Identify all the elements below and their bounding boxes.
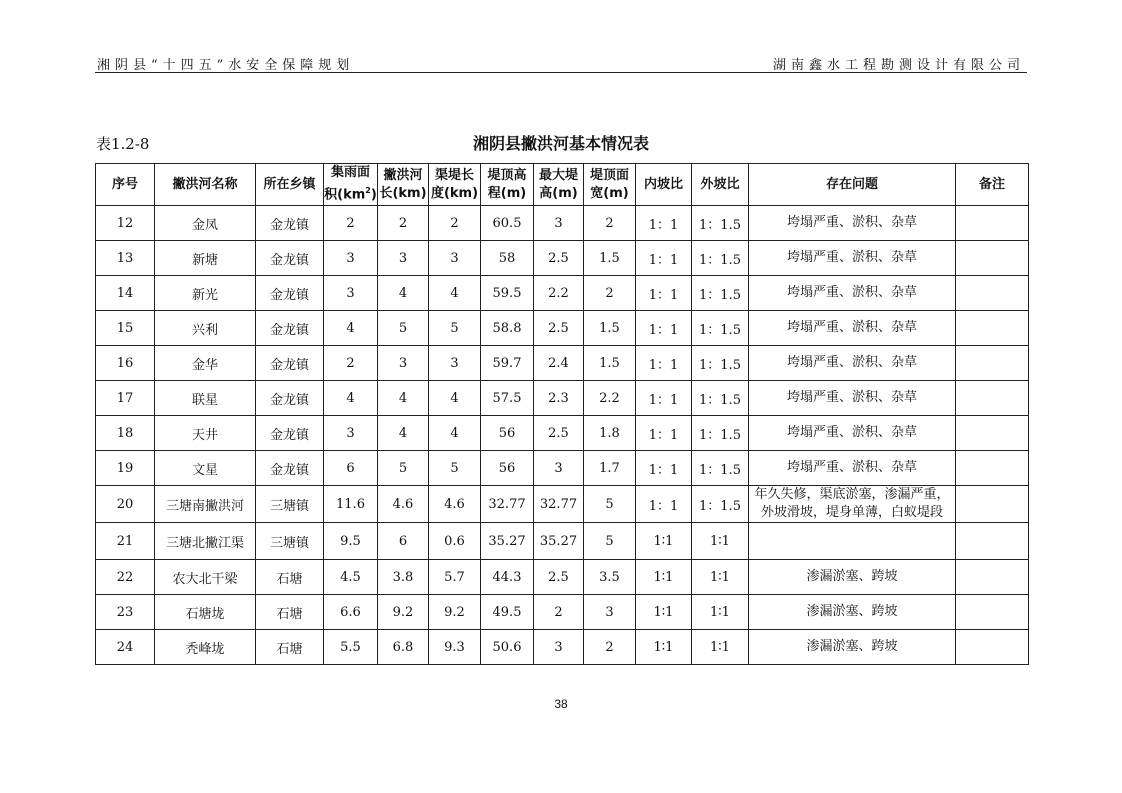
cell-length: 3.8 — [378, 560, 429, 595]
cell-town: 金龙镇 — [256, 451, 324, 486]
cell-crest-elevation: 60.5 — [481, 206, 534, 241]
col-header-issues: 存在问题 — [749, 164, 956, 206]
col-header-crest-elevation: 堤顶高 程(m) — [481, 164, 534, 206]
page-number: 38 — [554, 697, 568, 711]
cell-crest-width: 3.5 — [584, 560, 636, 595]
cell-no: 15 — [96, 311, 155, 346]
cell-length: 5 — [378, 311, 429, 346]
cell-name: 天井 — [155, 416, 256, 451]
col-header-no: 序号 — [96, 164, 155, 206]
cell-town: 金龙镇 — [256, 311, 324, 346]
cell-town: 金龙镇 — [256, 276, 324, 311]
cell-crest-elevation: 35.27 — [481, 523, 534, 560]
cell-town: 石塘 — [256, 630, 324, 665]
table-row — [96, 486, 1029, 523]
cell-max-height: 3 — [534, 451, 584, 486]
cell-issues: 渗漏淤塞、跨坡 — [749, 560, 956, 595]
cell-area: 6.6 — [324, 595, 378, 630]
cell-area: 4.5 — [324, 560, 378, 595]
cell-length: 4 — [378, 416, 429, 451]
cell-issues: 垮塌严重、淤积、杂草 — [749, 241, 956, 276]
cell-notes — [956, 206, 1029, 241]
cell-length: 4.6 — [378, 486, 429, 523]
cell-crest-width: 3 — [584, 595, 636, 630]
cell-inner-slope: 1：1 — [636, 241, 692, 276]
cell-issues: 渗漏淤塞、跨坡 — [749, 630, 956, 665]
cell-no: 18 — [96, 416, 155, 451]
cell-area: 6 — [324, 451, 378, 486]
cell-inner-slope: 1：1 — [636, 206, 692, 241]
cell-crest-elevation: 49.5 — [481, 595, 534, 630]
cell-notes — [956, 560, 1029, 595]
cell-name: 联星 — [155, 381, 256, 416]
table-row — [96, 595, 1029, 630]
cell-length: 3 — [378, 346, 429, 381]
cell-area: 9.5 — [324, 523, 378, 560]
cell-town: 三塘镇 — [256, 523, 324, 560]
cell-max-height: 3 — [534, 630, 584, 665]
cell-inner-slope: 1：1 — [636, 346, 692, 381]
cell-crest-elevation: 59.7 — [481, 346, 534, 381]
cell-crest-elevation: 56 — [481, 416, 534, 451]
table-title: 湘阴县撇洪河基本情况表 — [472, 134, 649, 153]
cell-inner-slope: 1：1 — [636, 381, 692, 416]
table-row — [96, 311, 1029, 346]
col-header-name: 撇洪河名称 — [155, 164, 256, 206]
cell-area: 3 — [324, 241, 378, 276]
cell-max-height: 2.2 — [534, 276, 584, 311]
cell-name: 三塘南撇洪河 — [155, 486, 256, 523]
cell-no: 22 — [96, 560, 155, 595]
cell-no: 23 — [96, 595, 155, 630]
cell-dike-length: 0.6 — [429, 523, 481, 560]
cell-issues: 渗漏淤塞、跨坡 — [749, 595, 956, 630]
cell-outer-slope: 1：1.5 — [692, 206, 749, 241]
cell-length: 3 — [378, 241, 429, 276]
cell-name: 新光 — [155, 276, 256, 311]
table-row — [96, 416, 1029, 451]
document-header-title: 湘阴县“十四五”水安全保障规划 — [97, 58, 355, 73]
table-row — [96, 560, 1029, 595]
cell-area: 3 — [324, 276, 378, 311]
cell-max-height: 32.77 — [534, 486, 584, 523]
cell-crest-elevation: 50.6 — [481, 630, 534, 665]
cell-area: 5.5 — [324, 630, 378, 665]
cell-town: 金龙镇 — [256, 241, 324, 276]
cell-name: 兴利 — [155, 311, 256, 346]
col-header-dike-length: 渠堤长 度(km) — [429, 164, 481, 206]
cell-crest-elevation: 44.3 — [481, 560, 534, 595]
cell-inner-slope: 1∶1 — [636, 630, 692, 665]
cell-no: 20 — [96, 486, 155, 523]
cell-crest-width: 2 — [584, 630, 636, 665]
cell-max-height: 2.4 — [534, 346, 584, 381]
cell-area: 2 — [324, 346, 378, 381]
cell-name: 三塘北撇江渠 — [155, 523, 256, 560]
cell-crest-elevation: 59.5 — [481, 276, 534, 311]
cell-outer-slope: 1∶1 — [692, 595, 749, 630]
cell-max-height: 2.5 — [534, 311, 584, 346]
cell-no: 13 — [96, 241, 155, 276]
document-header-company: 湖南鑫水工程勘测设计有限公司 — [772, 58, 1025, 73]
table-row — [96, 241, 1029, 276]
cell-name: 石塘垅 — [155, 595, 256, 630]
cell-no: 24 — [96, 630, 155, 665]
cell-length: 9.2 — [378, 595, 429, 630]
cell-dike-length: 3 — [429, 241, 481, 276]
cell-notes — [956, 595, 1029, 630]
col-header-catchment-area: 集雨面 积$(km^2)$ — [324, 164, 378, 206]
cell-issues — [749, 523, 956, 560]
cell-length: 6.8 — [378, 630, 429, 665]
cell-crest-width: 2.2 — [584, 381, 636, 416]
cell-dike-length: 5.7 — [429, 560, 481, 595]
cell-inner-slope: 1：1 — [636, 276, 692, 311]
cell-no: 21 — [96, 523, 155, 560]
cell-outer-slope: 1：1.5 — [692, 276, 749, 311]
cell-max-height: 2.5 — [534, 560, 584, 595]
cell-max-height: 3 — [534, 206, 584, 241]
cell-issues: 垮塌严重、淤积、杂草 — [749, 311, 956, 346]
table-row — [96, 523, 1029, 560]
cell-outer-slope: 1∶1 — [692, 630, 749, 665]
cell-notes — [956, 486, 1029, 523]
cell-dike-length: 9.3 — [429, 630, 481, 665]
cell-dike-length: 4 — [429, 381, 481, 416]
cell-no: 19 — [96, 451, 155, 486]
cell-crest-width: 1.5 — [584, 241, 636, 276]
cell-notes — [956, 241, 1029, 276]
cell-inner-slope: 1∶1 — [636, 560, 692, 595]
cell-area: 2 — [324, 206, 378, 241]
col-header-river-length: 撇洪河 长(km) — [378, 164, 429, 206]
cell-inner-slope: 1∶1 — [636, 523, 692, 560]
cell-no: 17 — [96, 381, 155, 416]
cell-issues: 垮塌严重、淤积、杂草 — [749, 381, 956, 416]
cell-issues: 垮塌严重、淤积、杂草 — [749, 206, 956, 241]
cell-length: 5 — [378, 451, 429, 486]
cell-crest-width: 1.8 — [584, 416, 636, 451]
col-header-outer-slope: 外坡比 — [692, 164, 749, 206]
cell-outer-slope: 1：1.5 — [692, 241, 749, 276]
cell-issues: 垮塌严重、淤积、杂草 — [749, 451, 956, 486]
cell-notes — [956, 346, 1029, 381]
cell-inner-slope: 1：1 — [636, 311, 692, 346]
table-row — [96, 630, 1029, 665]
cell-notes — [956, 311, 1029, 346]
cell-crest-elevation: 58.8 — [481, 311, 534, 346]
cell-town: 三塘镇 — [256, 486, 324, 523]
cell-issues: 垮塌严重、淤积、杂草 — [749, 346, 956, 381]
cell-town: 金龙镇 — [256, 346, 324, 381]
cell-name: 金华 — [155, 346, 256, 381]
cell-town: 金龙镇 — [256, 381, 324, 416]
cell-notes — [956, 630, 1029, 665]
cell-area: 4 — [324, 381, 378, 416]
cell-town: 金龙镇 — [256, 416, 324, 451]
cell-outer-slope: 1∶1 — [692, 523, 749, 560]
cell-max-height: 35.27 — [534, 523, 584, 560]
cell-issues: 年久失修，渠底淤塞，渗漏严重，外坡滑坡，堤身单薄，白蚁堤段 — [749, 486, 956, 523]
cell-town: 金龙镇 — [256, 206, 324, 241]
table-row — [96, 381, 1029, 416]
cell-length: 4 — [378, 381, 429, 416]
cell-notes — [956, 523, 1029, 560]
cell-outer-slope: 1：1.5 — [692, 486, 749, 523]
table-row — [96, 346, 1029, 381]
table-row — [96, 451, 1029, 486]
cell-outer-slope: 1∶1 — [692, 560, 749, 595]
cell-max-height: 2.3 — [534, 381, 584, 416]
cell-issues: 垮塌严重、淤积、杂草 — [749, 276, 956, 311]
col-header-inner-slope: 内坡比 — [636, 164, 692, 206]
cell-dike-length: 4 — [429, 276, 481, 311]
cell-name: 农大北干梁 — [155, 560, 256, 595]
cell-crest-elevation: 57.5 — [481, 381, 534, 416]
col-header-notes: 备注 — [956, 164, 1029, 206]
cell-town: 石塘 — [256, 595, 324, 630]
cell-length: 4 — [378, 276, 429, 311]
cell-outer-slope: 1：1.5 — [692, 381, 749, 416]
cell-crest-width: 1.5 — [584, 346, 636, 381]
cell-dike-length: 4.6 — [429, 486, 481, 523]
cell-length: 2 — [378, 206, 429, 241]
cell-notes — [956, 381, 1029, 416]
cell-inner-slope: 1∶1 — [636, 595, 692, 630]
cell-max-height: 2.5 — [534, 241, 584, 276]
cell-crest-width: 2 — [584, 206, 636, 241]
cell-outer-slope: 1：1.5 — [692, 346, 749, 381]
cell-max-height: 2 — [534, 595, 584, 630]
cell-inner-slope: 1：1 — [636, 416, 692, 451]
col-header-crest-width: 堤顶面 宽(m) — [584, 164, 636, 206]
cell-crest-width: 5 — [584, 486, 636, 523]
cell-name: 秃峰垅 — [155, 630, 256, 665]
cell-inner-slope: 1：1 — [636, 486, 692, 523]
cell-crest-width: 2 — [584, 276, 636, 311]
cell-crest-width: 1.5 — [584, 311, 636, 346]
cell-outer-slope: 1：1.5 — [692, 416, 749, 451]
cell-length: 6 — [378, 523, 429, 560]
cell-name: 金凤 — [155, 206, 256, 241]
cell-no: 12 — [96, 206, 155, 241]
cell-crest-elevation: 56 — [481, 451, 534, 486]
cell-crest-width: 1.7 — [584, 451, 636, 486]
cell-name: 新塘 — [155, 241, 256, 276]
cell-dike-length: 2 — [429, 206, 481, 241]
cell-no: 16 — [96, 346, 155, 381]
cell-dike-length: 4 — [429, 416, 481, 451]
table-row — [96, 206, 1029, 241]
cell-outer-slope: 1：1.5 — [692, 451, 749, 486]
cell-no: 14 — [96, 276, 155, 311]
cell-max-height: 2.5 — [534, 416, 584, 451]
drainage-river-table — [95, 163, 1029, 665]
cell-dike-length: 3 — [429, 346, 481, 381]
col-header-max-dike-height: 最大堤 高(m) — [534, 164, 584, 206]
col-header-town: 所在乡镇 — [256, 164, 324, 206]
cell-notes — [956, 276, 1029, 311]
cell-crest-elevation: 58 — [481, 241, 534, 276]
table-number: 表1.2-8 — [96, 135, 150, 153]
cell-outer-slope: 1：1.5 — [692, 311, 749, 346]
cell-issues: 垮塌严重、淤积、杂草 — [749, 416, 956, 451]
cell-crest-elevation: 32.77 — [481, 486, 534, 523]
cell-dike-length: 9.2 — [429, 595, 481, 630]
cell-area: 11.6 — [324, 486, 378, 523]
cell-crest-width: 5 — [584, 523, 636, 560]
cell-dike-length: 5 — [429, 311, 481, 346]
cell-inner-slope: 1：1 — [636, 451, 692, 486]
table-row — [96, 276, 1029, 311]
cell-dike-length: 5 — [429, 451, 481, 486]
cell-name: 文星 — [155, 451, 256, 486]
cell-area: 3 — [324, 416, 378, 451]
cell-notes — [956, 416, 1029, 451]
header-divider — [95, 72, 1027, 73]
cell-town: 石塘 — [256, 560, 324, 595]
cell-notes — [956, 451, 1029, 486]
table-header-row — [96, 164, 1029, 206]
cell-area: 4 — [324, 311, 378, 346]
